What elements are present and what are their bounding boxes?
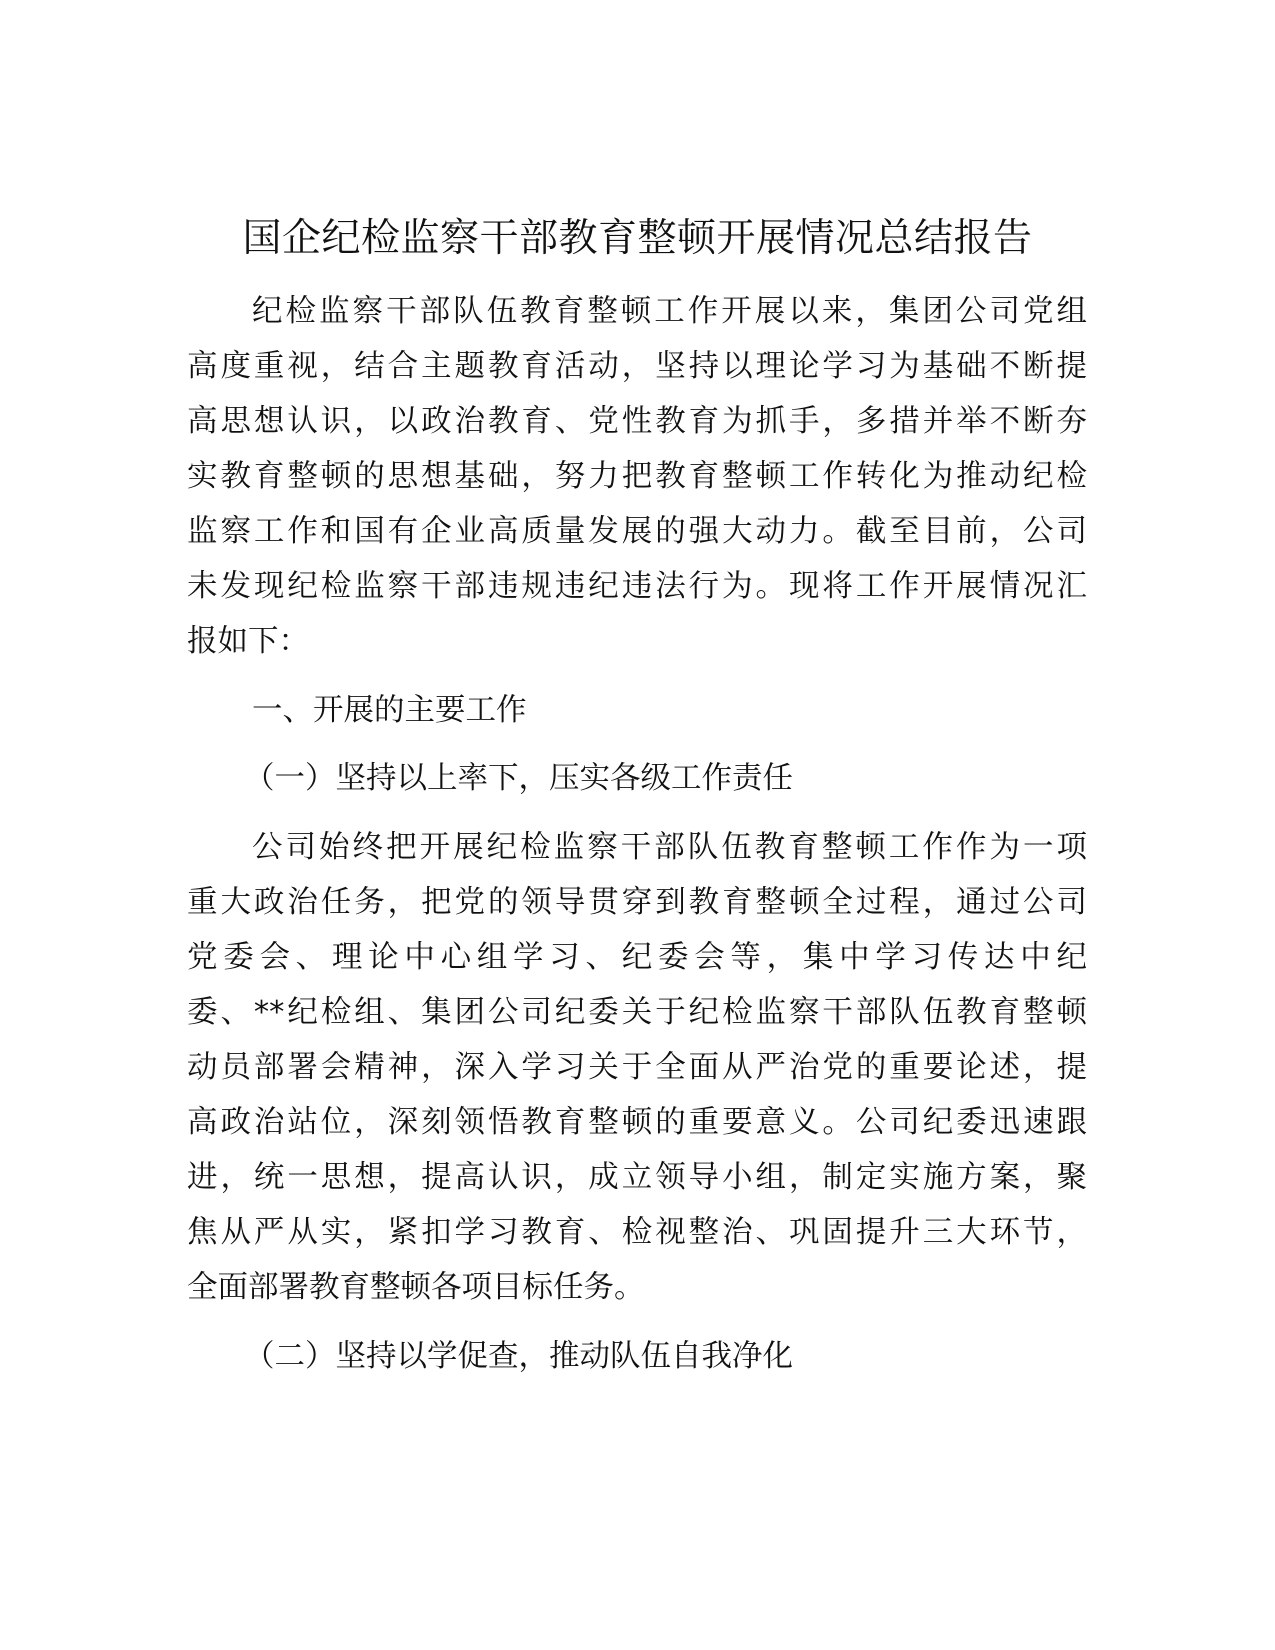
body-line-4: 委、**纪检组、集团公司纪委关于纪检监察干部队伍教育整顿: [187, 995, 1087, 1030]
subsection-heading-1: （一）坚持以上率下，压实各级工作责任: [244, 761, 793, 796]
body-line-9: 全面部署教育整顿各项目标任务。: [187, 1270, 645, 1305]
intro-line-6: 未发现纪检监察干部违规违纪违法行为。现将工作开展情况汇: [187, 569, 1087, 604]
document-title: 国企纪检监察干部教育整顿开展情况总结报告: [242, 216, 1033, 261]
body-line-6: 高政治站位，深刻领悟教育整顿的重要意义。公司纪委迅速跟: [187, 1105, 1087, 1140]
body-line-2: 重大政治任务，把党的领导贯穿到教育整顿全过程，通过公司: [187, 885, 1087, 920]
body-line-7: 进，统一思想，提高认识，成立领导小组，制定实施方案，聚: [187, 1160, 1087, 1195]
intro-line-7: 报如下：: [187, 624, 309, 659]
intro-line-4: 实教育整顿的思想基础，努力把教育整顿工作转化为推动纪检: [187, 459, 1087, 494]
body-line-1: 公司始终把开展纪检监察干部队伍教育整顿工作作为一项: [252, 830, 1087, 865]
body-line-5: 动员部署会精神，深入学习关于全面从严治党的重要论述，提: [187, 1050, 1087, 1085]
body-line-8: 焦从严从实，紧扣学习教育、检视整治、巩固提升三大环节，: [187, 1215, 1087, 1250]
intro-line-1: 纪检监察干部队伍教育整顿工作开展以来，集团公司党组: [252, 294, 1087, 329]
body-line-3: 党委会、理论中心组学习、纪委会等，集中学习传达中纪: [187, 940, 1087, 975]
intro-line-2: 高度重视，结合主题教育活动，坚持以理论学习为基础不断提: [187, 349, 1087, 384]
subsection-heading-2: （二）坚持以学促查，推动队伍自我净化: [244, 1339, 793, 1374]
section-heading-1: 一、开展的主要工作: [252, 693, 527, 728]
intro-line-3: 高思想认识，以政治教育、党性教育为抓手，多措并举不断夯: [187, 404, 1087, 439]
intro-line-5: 监察工作和国有企业高质量发展的强大动力。截至目前，公司: [187, 514, 1087, 549]
